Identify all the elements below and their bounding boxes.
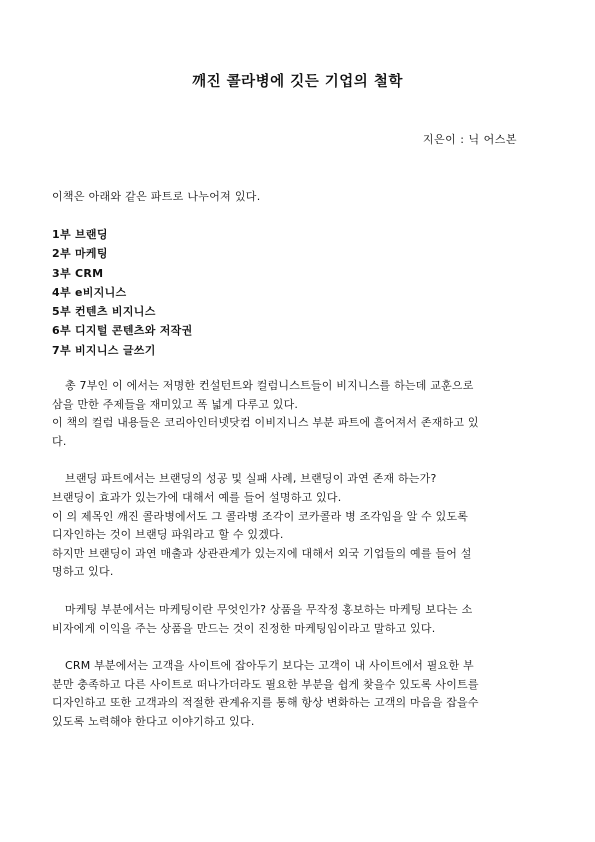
parts-list (52, 225, 193, 360)
text-line: 명하고 있다. (52, 565, 114, 579)
text-line: 브랜딩이 효과가 있는가에 대해서 예를 들어 설명하고 있다. (52, 490, 342, 504)
intro-sentence: 이책은 아래와 같은 파트로 나누어져 있다. (52, 190, 261, 203)
text-line: 브랜딩 파트에서는 브랜딩의 성공 및 실패 사례, 브랜딩이 과연 존재 하는가? (65, 472, 437, 486)
part-item: 3부 CRM (52, 266, 104, 280)
document-title: 깨진 콜라병에 깃든 기업의 철학 (192, 74, 403, 90)
part-item: 1부 브랜딩 (52, 228, 108, 241)
paragraph-marketing (52, 601, 544, 638)
text-line: 디자인하는 것이 브랜딩 파워라고 할 수 있겠다. (52, 528, 284, 542)
text-line: 하지만 브랜딩이 과연 매출과 상관관계가 있는지에 대해서 외국 기업들의 예를 들어 설 (52, 546, 472, 560)
author-line: 지은이 : 닉 어스본 (422, 133, 517, 146)
paragraph-branding (52, 470, 544, 582)
part-item: 5부 컨텐츠 비지니스 (52, 305, 156, 319)
text-line: 삼을 만한 주제들을 재미있고 폭 넓게 다루고 있다. (52, 397, 299, 411)
text-line: 이 책의 컬럼 내용들은 코리아인터넷닷컴 이비지니스 부분 파트에 흘어져서 존재하고 있 (52, 416, 479, 430)
text-line: 총 7부인 이 에서는 저명한 컨설턴트와 컬럼니스트들이 비지니스를 하는데 교훈으로 (65, 379, 474, 392)
part-item: 4부 e비지니스 (52, 285, 127, 299)
text-line: 이 의 제목인 깨진 콜라병에서도 그 콜라병 조각이 코카콜라 병 조각임을 알 수 있도록 (52, 509, 469, 523)
text-line: 마케팅 부분에서는 마케팅이란 무엇인가? 상품을 무작정 홍보하는 마케팅 보다는 소 (65, 602, 473, 616)
part-item: 6부 디지털 콘텐츠와 저작권 (52, 324, 193, 338)
body-text (52, 377, 544, 751)
part-item: 2부 마케팅 (52, 247, 108, 261)
text-line: CRM 부분에서는 고객을 사이트에 잡아두기 보다는 고객이 내 사이트에서 필요한 부 (65, 659, 474, 673)
paragraph-overview (52, 377, 544, 451)
text-line: 있도록 노력해야 한다고 이야기하고 있다. (52, 714, 255, 728)
text-line: 다. (52, 434, 67, 448)
text-line: 비자에게 이익을 주는 상품을 만드는 것이 진정한 마케팅임이라고 말하고 있다. (52, 621, 436, 635)
text-line: 분만 충족하고 다른 사이트로 떠나가더라도 필요한 부분을 쉽게 찾을수 있도록 사이트를 (52, 677, 479, 691)
text-line: 디자인하고 또한 고객과의 적절한 관계유지를 통해 항상 변화하는 고객의 마음을 잡을수 (52, 696, 479, 710)
paragraph-crm (52, 657, 544, 731)
part-item: 7부 비지니스 글쓰기 (52, 343, 156, 357)
